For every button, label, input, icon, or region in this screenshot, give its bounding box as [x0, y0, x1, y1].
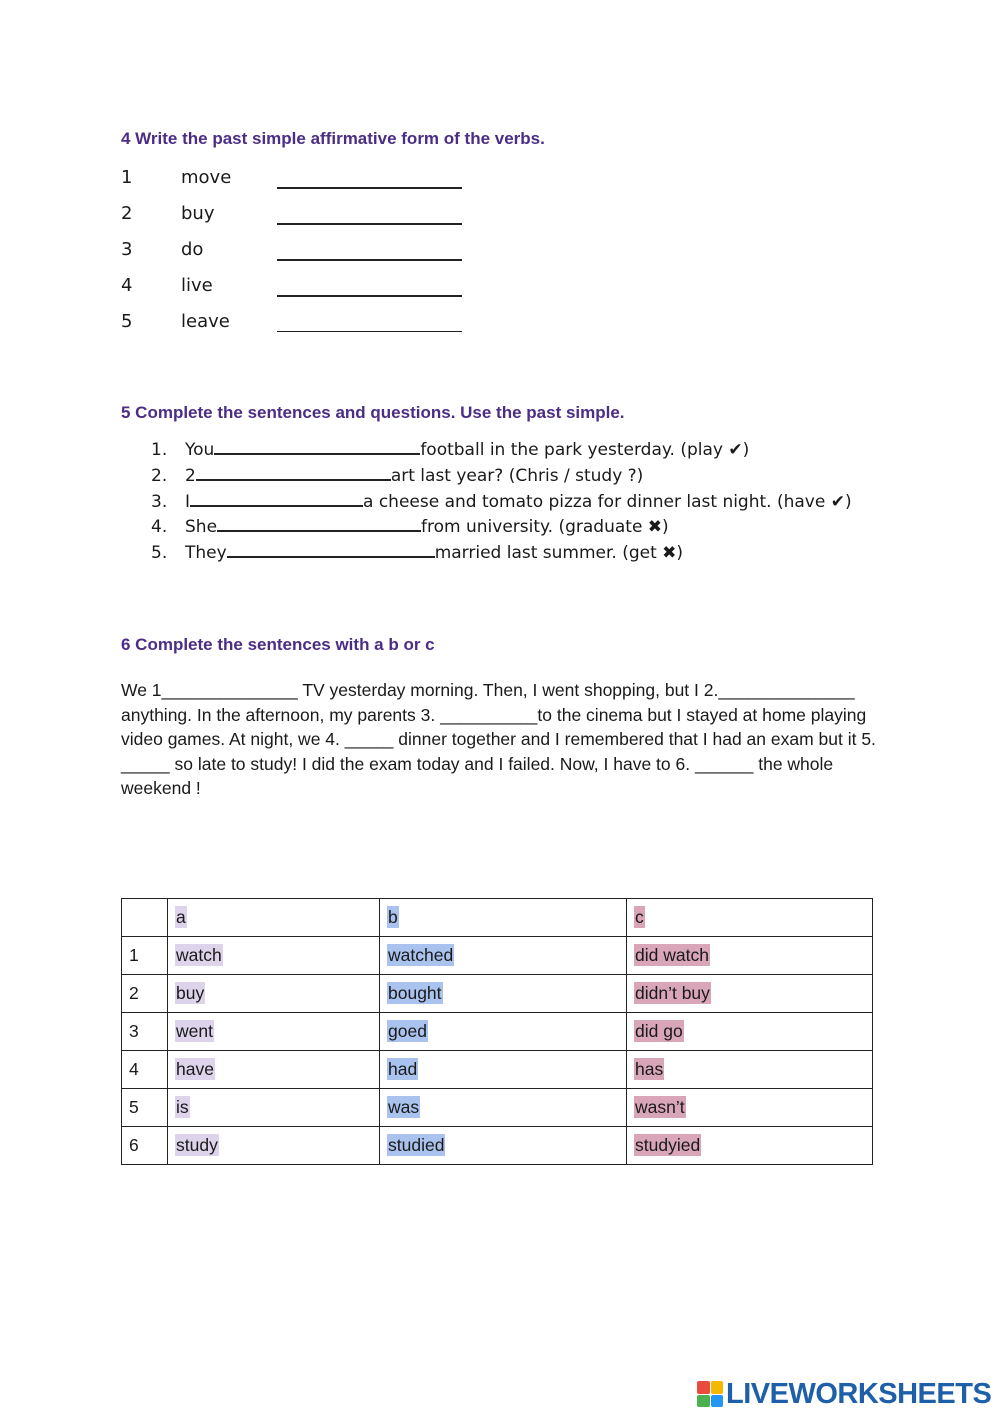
- sentence-end: from university. (graduate ✖): [421, 517, 669, 537]
- sentence-start: I: [185, 492, 191, 512]
- answer-blank[interactable]: [217, 529, 421, 532]
- column-label-c: c: [635, 907, 644, 927]
- table-cell[interactable]: [380, 1089, 627, 1127]
- table-cell: [122, 899, 168, 937]
- verb-item: [121, 275, 481, 303]
- row-number: 3: [122, 1013, 168, 1051]
- table-cell[interactable]: [627, 975, 873, 1013]
- row-number: 2: [122, 975, 168, 1013]
- column-label-a: a: [176, 907, 186, 927]
- answer-line[interactable]: [277, 295, 462, 297]
- table-row: [122, 1051, 873, 1089]
- item-verb: move: [181, 167, 232, 188]
- table-cell[interactable]: [627, 937, 873, 975]
- option-a: watch: [176, 945, 222, 965]
- item-number: 4.: [151, 517, 168, 537]
- table-cell[interactable]: [627, 1089, 873, 1127]
- row-number: 4: [122, 1051, 168, 1089]
- table-row: [122, 1089, 873, 1127]
- option-b: was: [388, 1097, 420, 1117]
- sentence-item: [151, 492, 852, 512]
- option-c: has: [635, 1059, 664, 1079]
- table-cell[interactable]: [380, 937, 627, 975]
- exercise-4-heading: 4 Write the past simple affirmative form of the verbs.: [121, 129, 545, 148]
- sentence-item: [151, 440, 749, 460]
- table-row: [122, 1013, 873, 1051]
- item-verb: live: [181, 275, 213, 296]
- exercise-5-heading: 5 Complete the sentences and questions. Use the past simple.: [121, 403, 625, 422]
- answer-blank[interactable]: [227, 555, 435, 558]
- sentence-item: [151, 466, 643, 486]
- sentence-start: You: [185, 440, 215, 460]
- row-number: 5: [122, 1089, 168, 1127]
- row-number: 1: [122, 937, 168, 975]
- table-cell[interactable]: [380, 1013, 627, 1051]
- verb-item: [121, 203, 481, 231]
- answer-line[interactable]: [277, 259, 462, 261]
- table-row: [122, 937, 873, 975]
- option-c: wasn’t: [635, 1097, 685, 1117]
- option-c: did go: [635, 1021, 683, 1041]
- table-header-cell: [168, 899, 380, 937]
- sentence-start: 2: [185, 466, 196, 486]
- table-cell[interactable]: [627, 1013, 873, 1051]
- table-cell[interactable]: [168, 937, 380, 975]
- option-a: is: [176, 1097, 189, 1117]
- answer-blank[interactable]: [214, 452, 420, 455]
- sentence-end: married last summer. (get ✖): [434, 543, 684, 563]
- table-header-cell: [627, 899, 873, 937]
- option-a: buy: [176, 983, 205, 1003]
- column-label-b: b: [388, 907, 398, 927]
- sentence-start: She: [185, 517, 218, 537]
- sentence-end: football in the park yesterday. (play ✔): [420, 440, 750, 460]
- answer-line[interactable]: [277, 223, 462, 225]
- table-cell[interactable]: [168, 1127, 380, 1165]
- table-cell[interactable]: [627, 1127, 873, 1165]
- table-cell[interactable]: [380, 1051, 627, 1089]
- verb-item: [121, 239, 481, 267]
- item-number: 2.: [151, 466, 168, 486]
- option-c: studyied: [635, 1135, 701, 1155]
- item-number: 3.: [151, 492, 168, 512]
- answer-line[interactable]: [277, 331, 462, 332]
- sentence-item: [151, 543, 683, 563]
- exercise-6-heading: 6 Complete the sentences with a b or c: [121, 635, 435, 654]
- item-number: 3: [121, 239, 133, 260]
- table-cell[interactable]: [168, 1051, 380, 1089]
- table-header-row: [122, 899, 873, 937]
- row-number: 6: [122, 1127, 168, 1165]
- logo-text: LIVEWORKSHEETS: [726, 1377, 992, 1410]
- item-verb: leave: [181, 311, 230, 332]
- option-a: went: [176, 1021, 213, 1041]
- answer-blank[interactable]: [190, 504, 363, 507]
- item-verb: buy: [181, 203, 215, 224]
- option-a: have: [176, 1059, 214, 1079]
- table-cell[interactable]: [168, 975, 380, 1013]
- option-a: study: [176, 1135, 218, 1155]
- liveworksheets-logo[interactable]: [697, 1377, 991, 1411]
- table-cell[interactable]: [627, 1051, 873, 1089]
- option-c: didn’t buy: [635, 983, 710, 1003]
- table-cell[interactable]: [168, 1013, 380, 1051]
- item-number: 2: [121, 203, 133, 224]
- option-b: watched: [388, 945, 454, 965]
- table-header-cell: [380, 899, 627, 937]
- item-number: 5: [121, 311, 133, 332]
- exercise-6-paragraph: We 1______________ TV yesterday morning. Then, I went shopping, but I 2.______________ anything. In the afternoon, my parents 3. __________to the cinema but I stayed at home playing video games. At night, we 4. _____ dinner together and I remembered that I had an exam but it 5. _____ so late to study! I did the exam today and I failed. Now, I have to 6. ______ the whole weekend !: [121, 680, 876, 798]
- sentence-end: art last year? (Chris / study ?): [390, 466, 644, 486]
- sentence-item: [151, 517, 669, 537]
- options-table: [121, 898, 873, 1165]
- table-cell[interactable]: [168, 1089, 380, 1127]
- option-b: studied: [388, 1135, 445, 1155]
- liveworksheets-logo-icon: [697, 1381, 723, 1407]
- item-number: 1: [121, 167, 133, 188]
- item-number: 1.: [151, 440, 168, 460]
- verb-item: [121, 311, 481, 339]
- table-row: [122, 975, 873, 1013]
- option-b: bought: [388, 983, 442, 1003]
- verb-item: [121, 167, 481, 195]
- item-number: 4: [121, 275, 133, 296]
- table-row: [122, 1127, 873, 1165]
- sentence-start: They: [185, 543, 227, 563]
- answer-line[interactable]: [277, 187, 462, 189]
- option-b: goed: [388, 1021, 427, 1041]
- table-cell[interactable]: [380, 975, 627, 1013]
- option-c: did watch: [635, 945, 709, 965]
- item-verb: do: [181, 239, 204, 260]
- answer-blank[interactable]: [196, 478, 391, 481]
- table-cell[interactable]: [380, 1127, 627, 1165]
- option-b: had: [388, 1059, 418, 1079]
- sentence-end: a cheese and tomato pizza for dinner last night. (have ✔): [363, 492, 852, 512]
- item-number: 5.: [151, 543, 168, 563]
